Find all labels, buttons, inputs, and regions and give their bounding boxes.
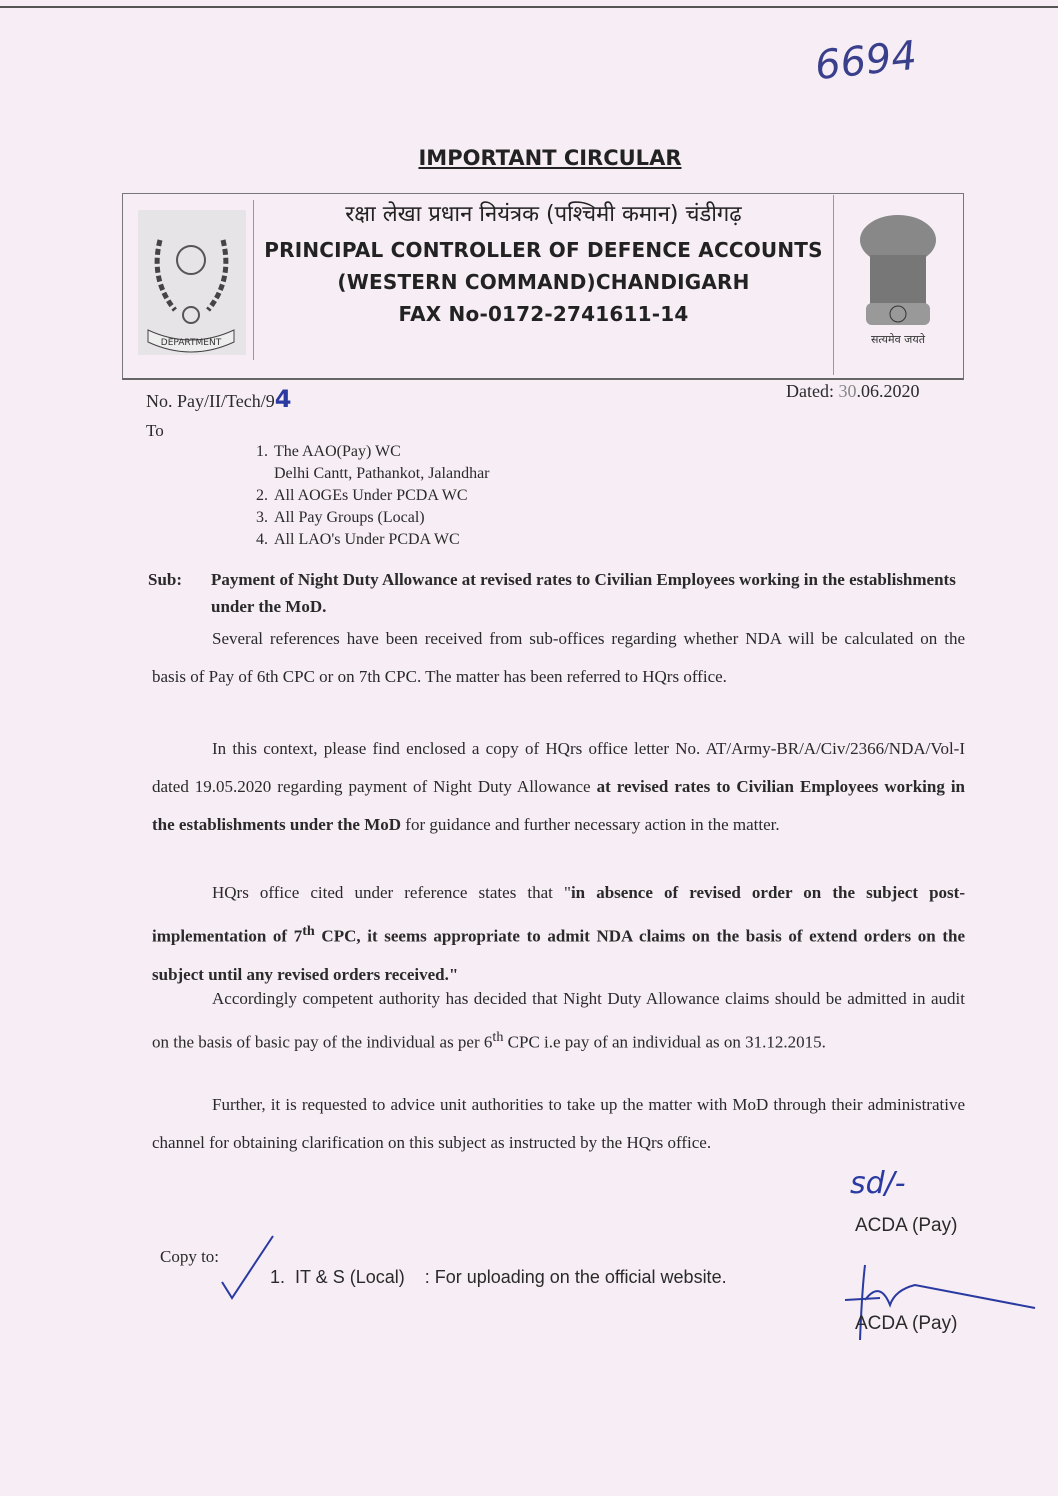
recipient-item: 3. All Pay Groups (Local) — [272, 507, 490, 529]
paragraph-3: HQrs office cited under reference states that "in absence of revised order on the subject post-implementation of 7th CPC, it seems appropriate to admit NDA claims on the basis of extend orders on the subject until any revised orders received." — [152, 883, 966, 984]
check-mark-icon — [218, 1232, 278, 1302]
reference-prefix: No. Pay/II/Tech/9 — [146, 391, 275, 411]
date-rest: .06.2020 — [856, 381, 920, 401]
recipient-item: 4. All LAO's Under PCDA WC — [272, 529, 490, 551]
document-title: IMPORTANT CIRCULAR — [418, 146, 682, 170]
subject-text: Payment of Night Duty Allowance at revised rates to Civilian Employees working in the establishments under the MoD. — [211, 570, 956, 616]
to-label: To — [146, 421, 164, 440]
date-label: Dated: — [786, 381, 839, 401]
date — [786, 381, 919, 402]
letterhead-text — [256, 198, 831, 330]
office-name-hindi: रक्षा लेखा प्रधान नियंत्रक (पश्चिमी कमान) चंडीगढ़ — [345, 202, 742, 227]
office-name-line1: PRINCIPAL CONTROLLER OF DEFENCE ACCOUNTS — [264, 238, 823, 262]
signatory-designation: ACDA (Pay) — [855, 1215, 958, 1236]
recipient-item: 2. All AOGEs Under PCDA WC — [272, 485, 490, 507]
svg-text:सत्यमेव जयते: सत्यमेव जयते — [870, 333, 926, 346]
scan-edge-line — [0, 6, 1058, 8]
recipient-list — [252, 441, 490, 551]
department-logo — [130, 200, 254, 360]
signatory-designation-2: ACDA (Pay) — [855, 1313, 958, 1334]
svg-text:DEPARTMENT: DEPARTMENT — [160, 338, 222, 348]
copy-to-label: Copy to: — [160, 1247, 220, 1266]
reference-handwritten-digit: 4 — [274, 385, 292, 413]
copy-to-item: 1. IT & S (Local) : For uploading on the official website. — [270, 1267, 727, 1287]
paragraph-1: Several references have been received from sub-offices regarding whether NDA will be calculated on the basis of Pay of 6th CPC or on 7th CPC. The matter has been referred to HQrs office. — [152, 629, 965, 686]
signature-mark: sd/- — [850, 1166, 906, 1201]
recipient-item: 1. The AAO(Pay) WC Delhi Cantt, Pathankot, Jalandhar — [272, 441, 490, 485]
handwritten-number: 6694 — [812, 32, 919, 90]
national-emblem — [833, 195, 962, 375]
handwritten-signature — [840, 1260, 1040, 1350]
subject — [148, 566, 966, 620]
date-day: 30 — [838, 381, 857, 401]
paragraph-5: Further, it is requested to advice unit authorities to take up the matter with MoD through their administrative channel for obtaining clarification on this subject as instructed by the HQrs office. — [152, 1095, 965, 1152]
office-name-line2: (WESTERN COMMAND)CHANDIGARH — [337, 270, 750, 294]
reference-number — [146, 385, 291, 413]
paragraph-4: Accordingly competent authority has decided that Night Duty Allowance claims should be admitted in audit on the basis of basic pay of the individual as per 6th CPC i.e pay of an individual as on 31.12.2015. — [152, 989, 965, 1052]
paragraph-2: In this context, please find enclosed a copy of HQrs office letter No. AT/Army-BR/A/Civ/2366/NDA/Vol-I dated 19.05.2020 regarding payment of Night Duty Allowance at revised rates to Civilian Employees working in the establishments under the MoD for guidance and further necessary action in the matter. — [152, 739, 966, 834]
fax-number: FAX No-0172-2741611-14 — [398, 302, 689, 326]
subject-label: Sub: — [148, 570, 183, 589]
